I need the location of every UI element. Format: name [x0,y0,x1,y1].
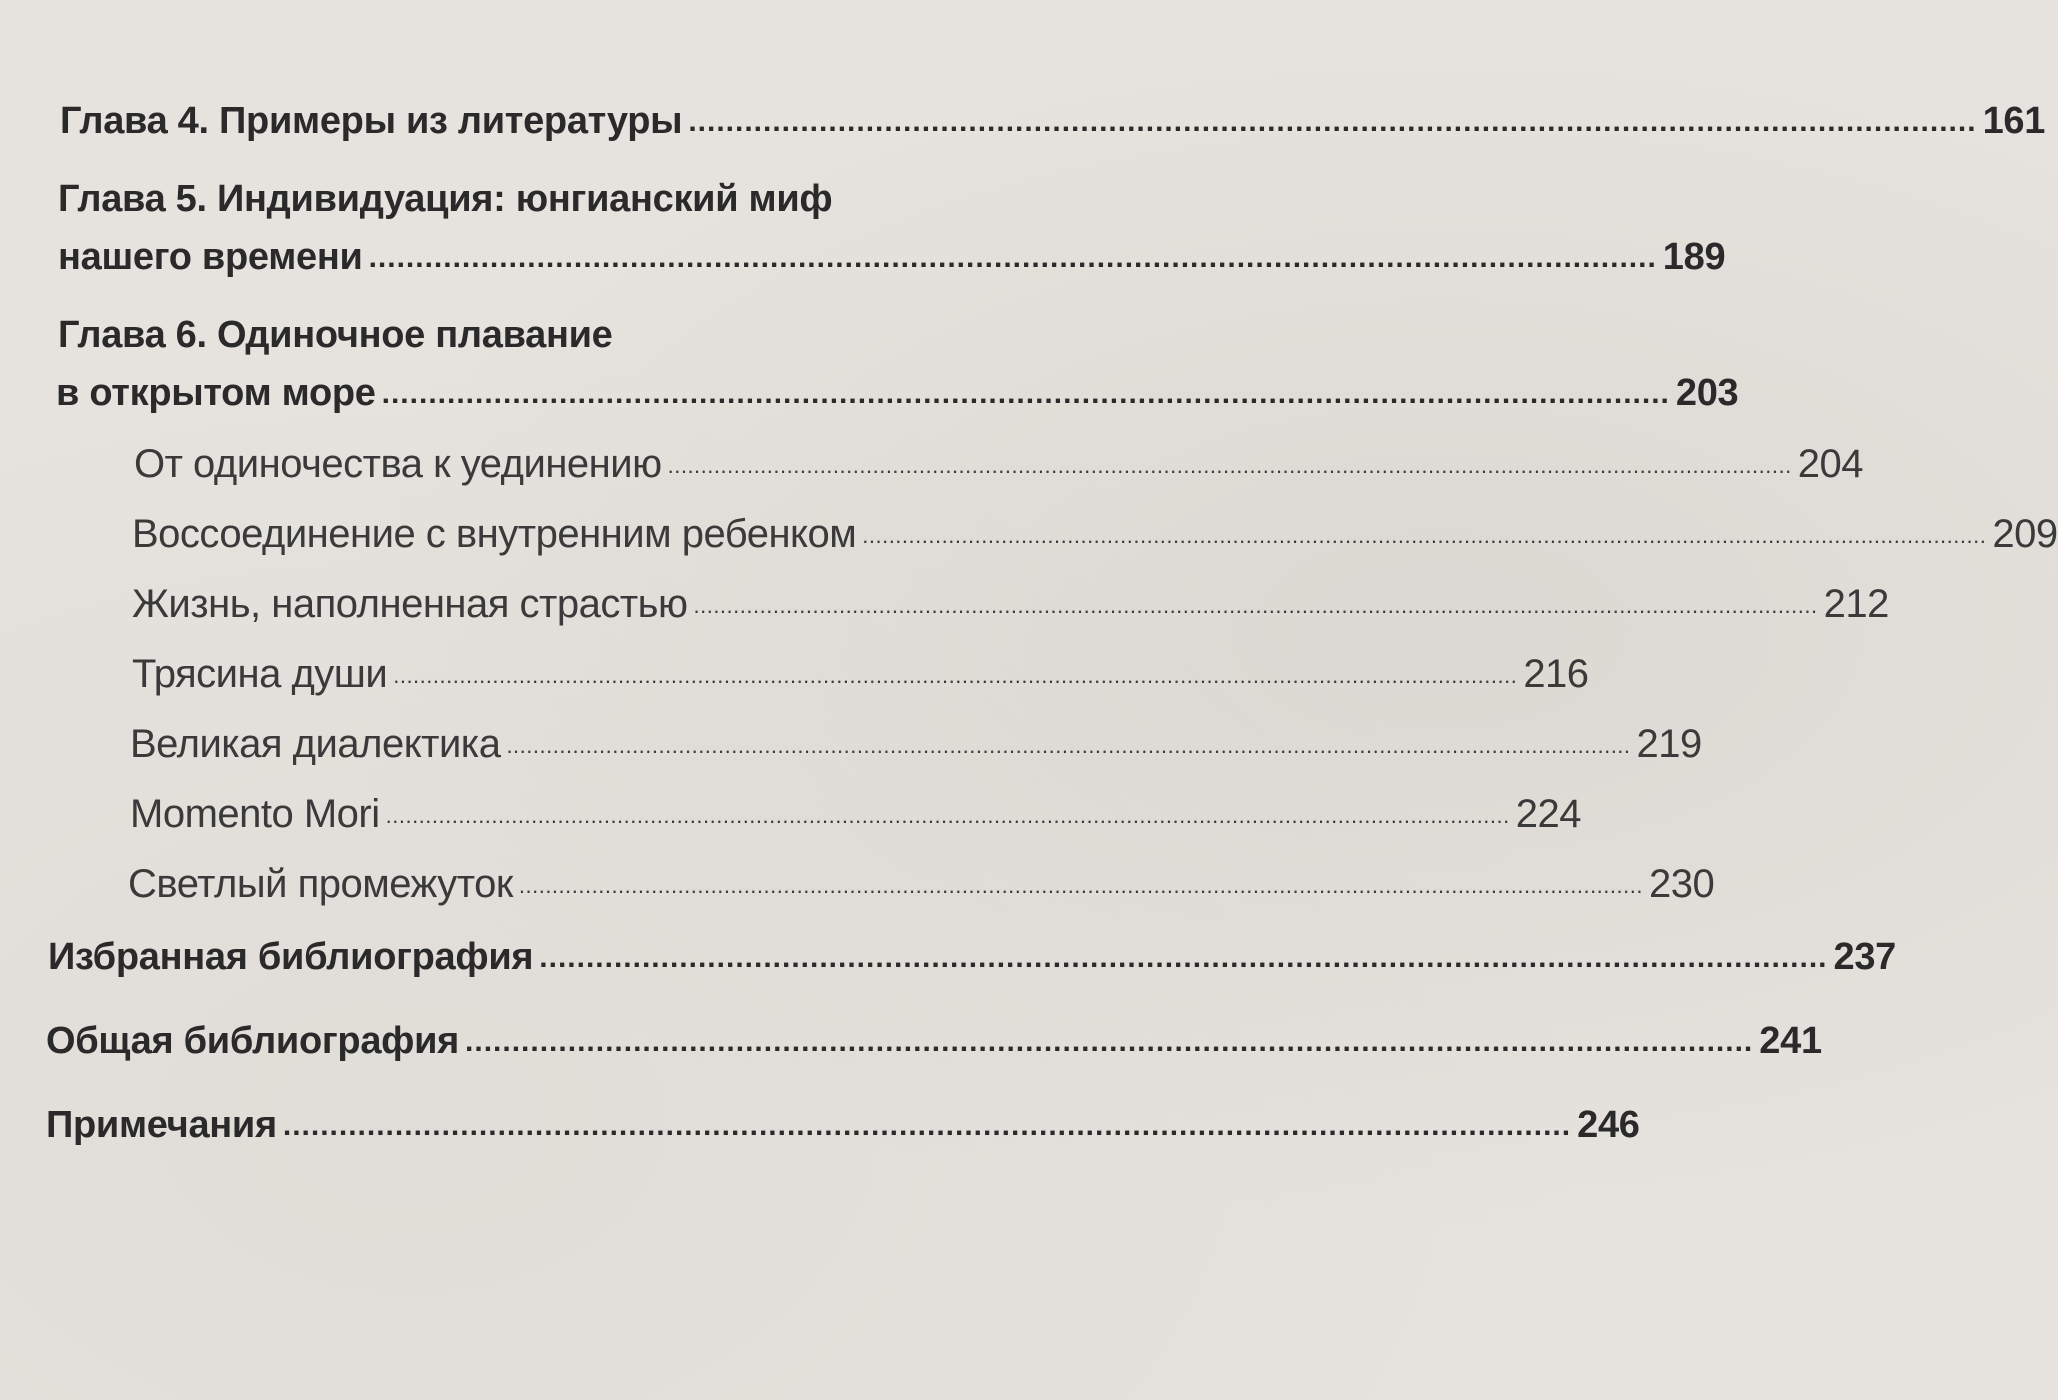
toc-entry-label: Глава 4. Примеры из литературы [60,100,683,142]
toc-page-number: 241 [1759,1020,1822,1062]
toc-entry-label: Избранная библиография [48,936,534,978]
toc-page-number: 204 [1797,442,1863,486]
toc-page-number: 189 [1662,236,1726,278]
toc-section-entry [132,512,2058,557]
toc-section-entry [130,722,1702,767]
toc-page-number: 224 [1515,792,1581,836]
dot-leader: .......................................................................................................................................... [539,941,1828,974]
dot-leader: .......................................................................................................................................................................... [862,523,1987,548]
dot-leader: .......................................................................................................................................... [381,377,1670,410]
toc-entry-chapter-6 [56,372,1739,415]
toc-entry-notes [46,1104,1640,1147]
dot-leader: .......................................................................................................................................... [465,1025,1754,1058]
toc-entry-label: Примечания [46,1104,277,1146]
dot-leader: .......................................................................................................................................... [282,1109,1572,1142]
toc-section-entry [128,862,1715,907]
dot-leader: .......................................................................................................................................... [688,105,1977,138]
toc-entry-label: нашего времени [58,236,363,278]
toc-page-number: 230 [1648,862,1715,906]
toc-page-number: 161 [1982,100,2046,142]
toc-page-number: 212 [1823,582,1889,626]
toc-page-number: 246 [1577,1104,1640,1146]
toc-entry-label: От одиночества к уединению [134,442,662,486]
dot-leader: .......................................................................................................................................................................... [693,593,1818,618]
toc-section-entry [132,652,1589,697]
toc-page-number: 209 [1992,512,2058,556]
toc-entry-label: Общая библиография [46,1020,460,1062]
dot-leader: .......................................................................................................................................................................... [667,453,1792,478]
toc-page-number: 203 [1675,372,1739,414]
dot-leader: .......................................................................................................................................... [368,241,1657,274]
toc-entry-chapter-6-line1: Глава 6. Одиночное плавание [58,314,613,356]
toc-entry-label: Великая диалектика [130,722,501,766]
toc-section-entry [130,792,1581,837]
toc-page-number: 216 [1523,652,1589,696]
dot-leader: .......................................................................................................................................................................... [393,663,1518,688]
toc-entry-general-bibliography [46,1020,1822,1063]
toc-page-number: 237 [1833,936,1897,978]
dot-leader: .......................................................................................................................................................................... [506,733,1631,758]
toc-entry-chapter-5 [58,236,1726,279]
toc-entry-label: в открытом море [56,372,376,414]
toc-entry-label: Воссоединение с внутренним ребенком [132,512,857,556]
dot-leader: .......................................................................................................................................................................... [385,803,1510,828]
toc-entry-label: Светлый промежуток [128,862,513,906]
toc-entry-label: Трясина души [132,652,388,696]
dot-leader: .......................................................................................................................................................................... [518,873,1643,898]
toc-entry-label: Momento Mori [130,792,380,836]
toc-section-entry [134,442,1863,487]
toc-entry-label: Жизнь, наполненная страстью [132,582,688,626]
toc-section-entry [132,582,1889,627]
toc-page-number: 219 [1636,722,1702,766]
toc-entry-selected-bibliography [48,936,1897,979]
toc-entry-chapter-5-line1: Глава 5. Индивидуация: юнгианский миф [58,178,833,220]
toc-entry-chapter-4 [60,100,2046,143]
